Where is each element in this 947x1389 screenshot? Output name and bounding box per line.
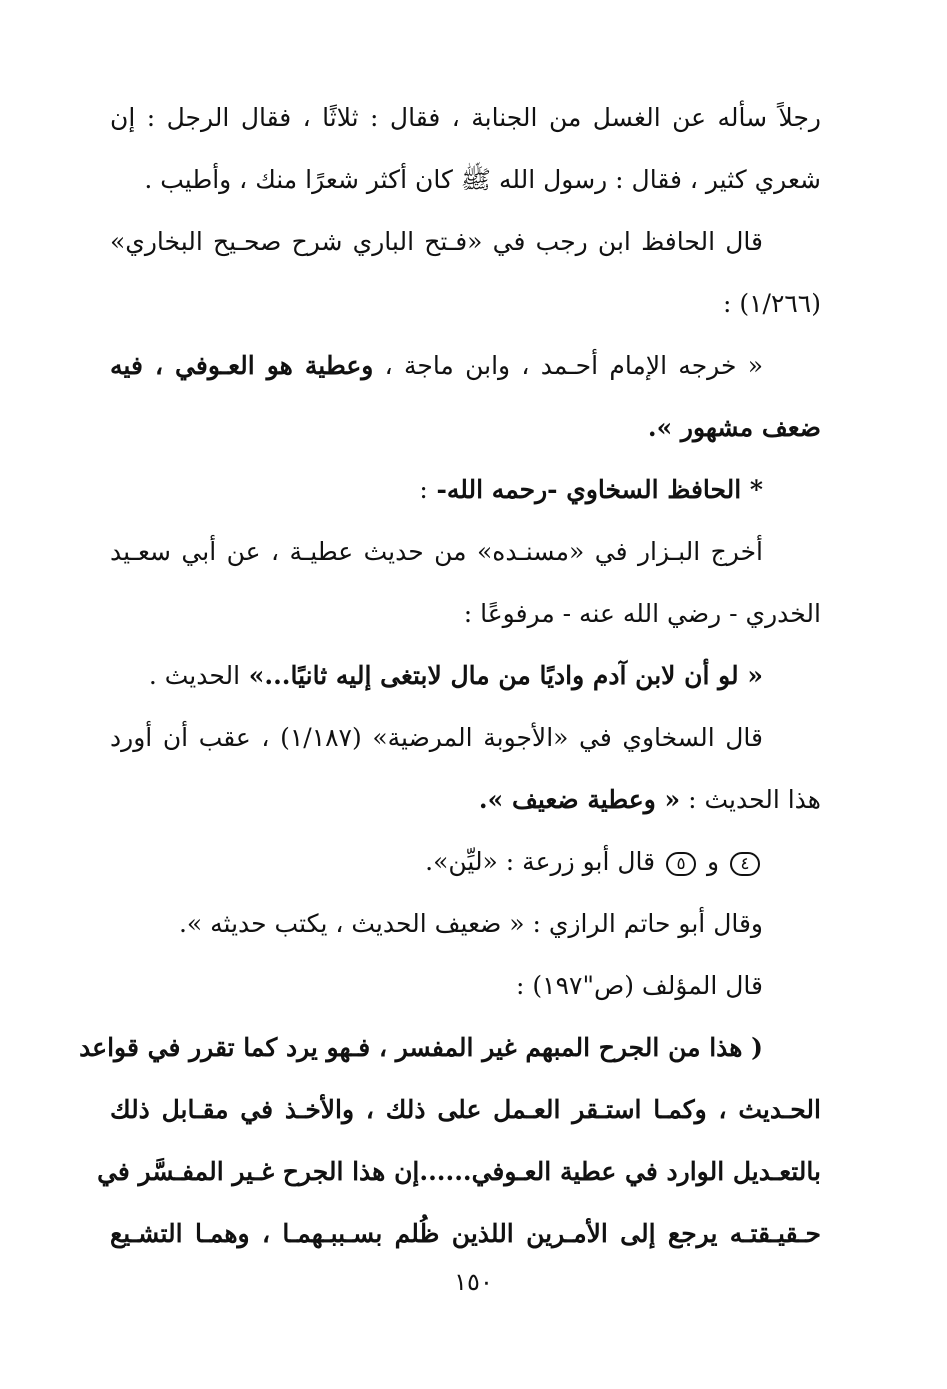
quote-bold-text: وعطية هو العـوفي ، فيه bbox=[110, 351, 374, 380]
text-line: وقال أبو حاتم الرازي : « ضعيف الحديث ، يكتب حديثه ». bbox=[178, 909, 763, 938]
page-number: ١٥٠ bbox=[454, 1268, 493, 1296]
text-line-bold: ( هذا من الجرح المبهم غير المفسر ، فـهو يرد كما تقرر في قواعد bbox=[79, 1033, 763, 1062]
heading-colon: : bbox=[419, 475, 428, 504]
book-symbol-5: ٥ bbox=[666, 852, 696, 876]
text-line: أخرج البـزار في «مسنـده» من حديث عطيـة ، عن أبي سعـيد bbox=[110, 537, 763, 566]
quote-line-bold: ضعف مشهور ». bbox=[647, 413, 821, 442]
hadith-tail: الحديث . bbox=[148, 661, 241, 690]
body-text bbox=[79, 98, 821, 1276]
text-line: (١/٢٦٦) : bbox=[722, 289, 821, 318]
text-line: شعري كثير ، فقال : رسول الله ﷺ كان أكثر شعرًا منك ، وأطيب . bbox=[144, 165, 821, 194]
section-heading bbox=[110, 470, 821, 510]
text-bold: « وعطية ضعيف ». bbox=[478, 785, 681, 814]
text-line-bold: الحـديث ، وكمـا استـقر العـمل على ذلك ، والأخـذ في مقـابل ذلك bbox=[110, 1095, 821, 1124]
text-line: الخدري - رضي الله عنه - مرفوعًا : bbox=[463, 599, 821, 628]
text-line bbox=[110, 842, 821, 882]
quote-text: « خرجه الإمام أحـمد ، وابن ماجة ، bbox=[373, 351, 763, 380]
text-line: قال الحافظ ابن رجب في «فـتح الباري شرح صحـيح البخاري» bbox=[110, 227, 763, 256]
text-line: رجلاً سأله عن الغسل من الجنابة ، فقال : ثلاثًا ، فقال الرجل : إن bbox=[110, 103, 821, 132]
text-line bbox=[110, 780, 821, 820]
text-line: قال المؤلف (ص"١٩٧) : bbox=[516, 971, 763, 1000]
text-plain: هذا الحديث : bbox=[680, 785, 821, 814]
conjunction: و bbox=[699, 847, 727, 876]
text-line-bold: بالتعـديل الوارد في عطية العـوفي......إن هذا الجرح غـير المفـسَّر في bbox=[97, 1157, 821, 1186]
text-line-bold: حـقيـقتـه يرجع إلى الأمـرين اللذين ظُلم بسـببـهمـا ، وهمـا التشـيع bbox=[110, 1219, 821, 1248]
hadith-line bbox=[110, 656, 821, 696]
book-symbol-4: ٤ bbox=[730, 852, 760, 876]
hadith-bold: « لو أن لابن آدم واديًا من مال لابتغى إليه ثانيًا...» bbox=[240, 661, 763, 690]
text-line: قال السخاوي في «الأجوبة المرضية» (١/١٨٧) ، عقب أن أورد bbox=[110, 723, 763, 752]
quote-line bbox=[110, 346, 821, 386]
heading-bold: * الحافظ السخاوي -رحمه الله- bbox=[427, 475, 763, 504]
text-plain: قال أبو زرعة : «ليِّن». bbox=[425, 847, 664, 876]
